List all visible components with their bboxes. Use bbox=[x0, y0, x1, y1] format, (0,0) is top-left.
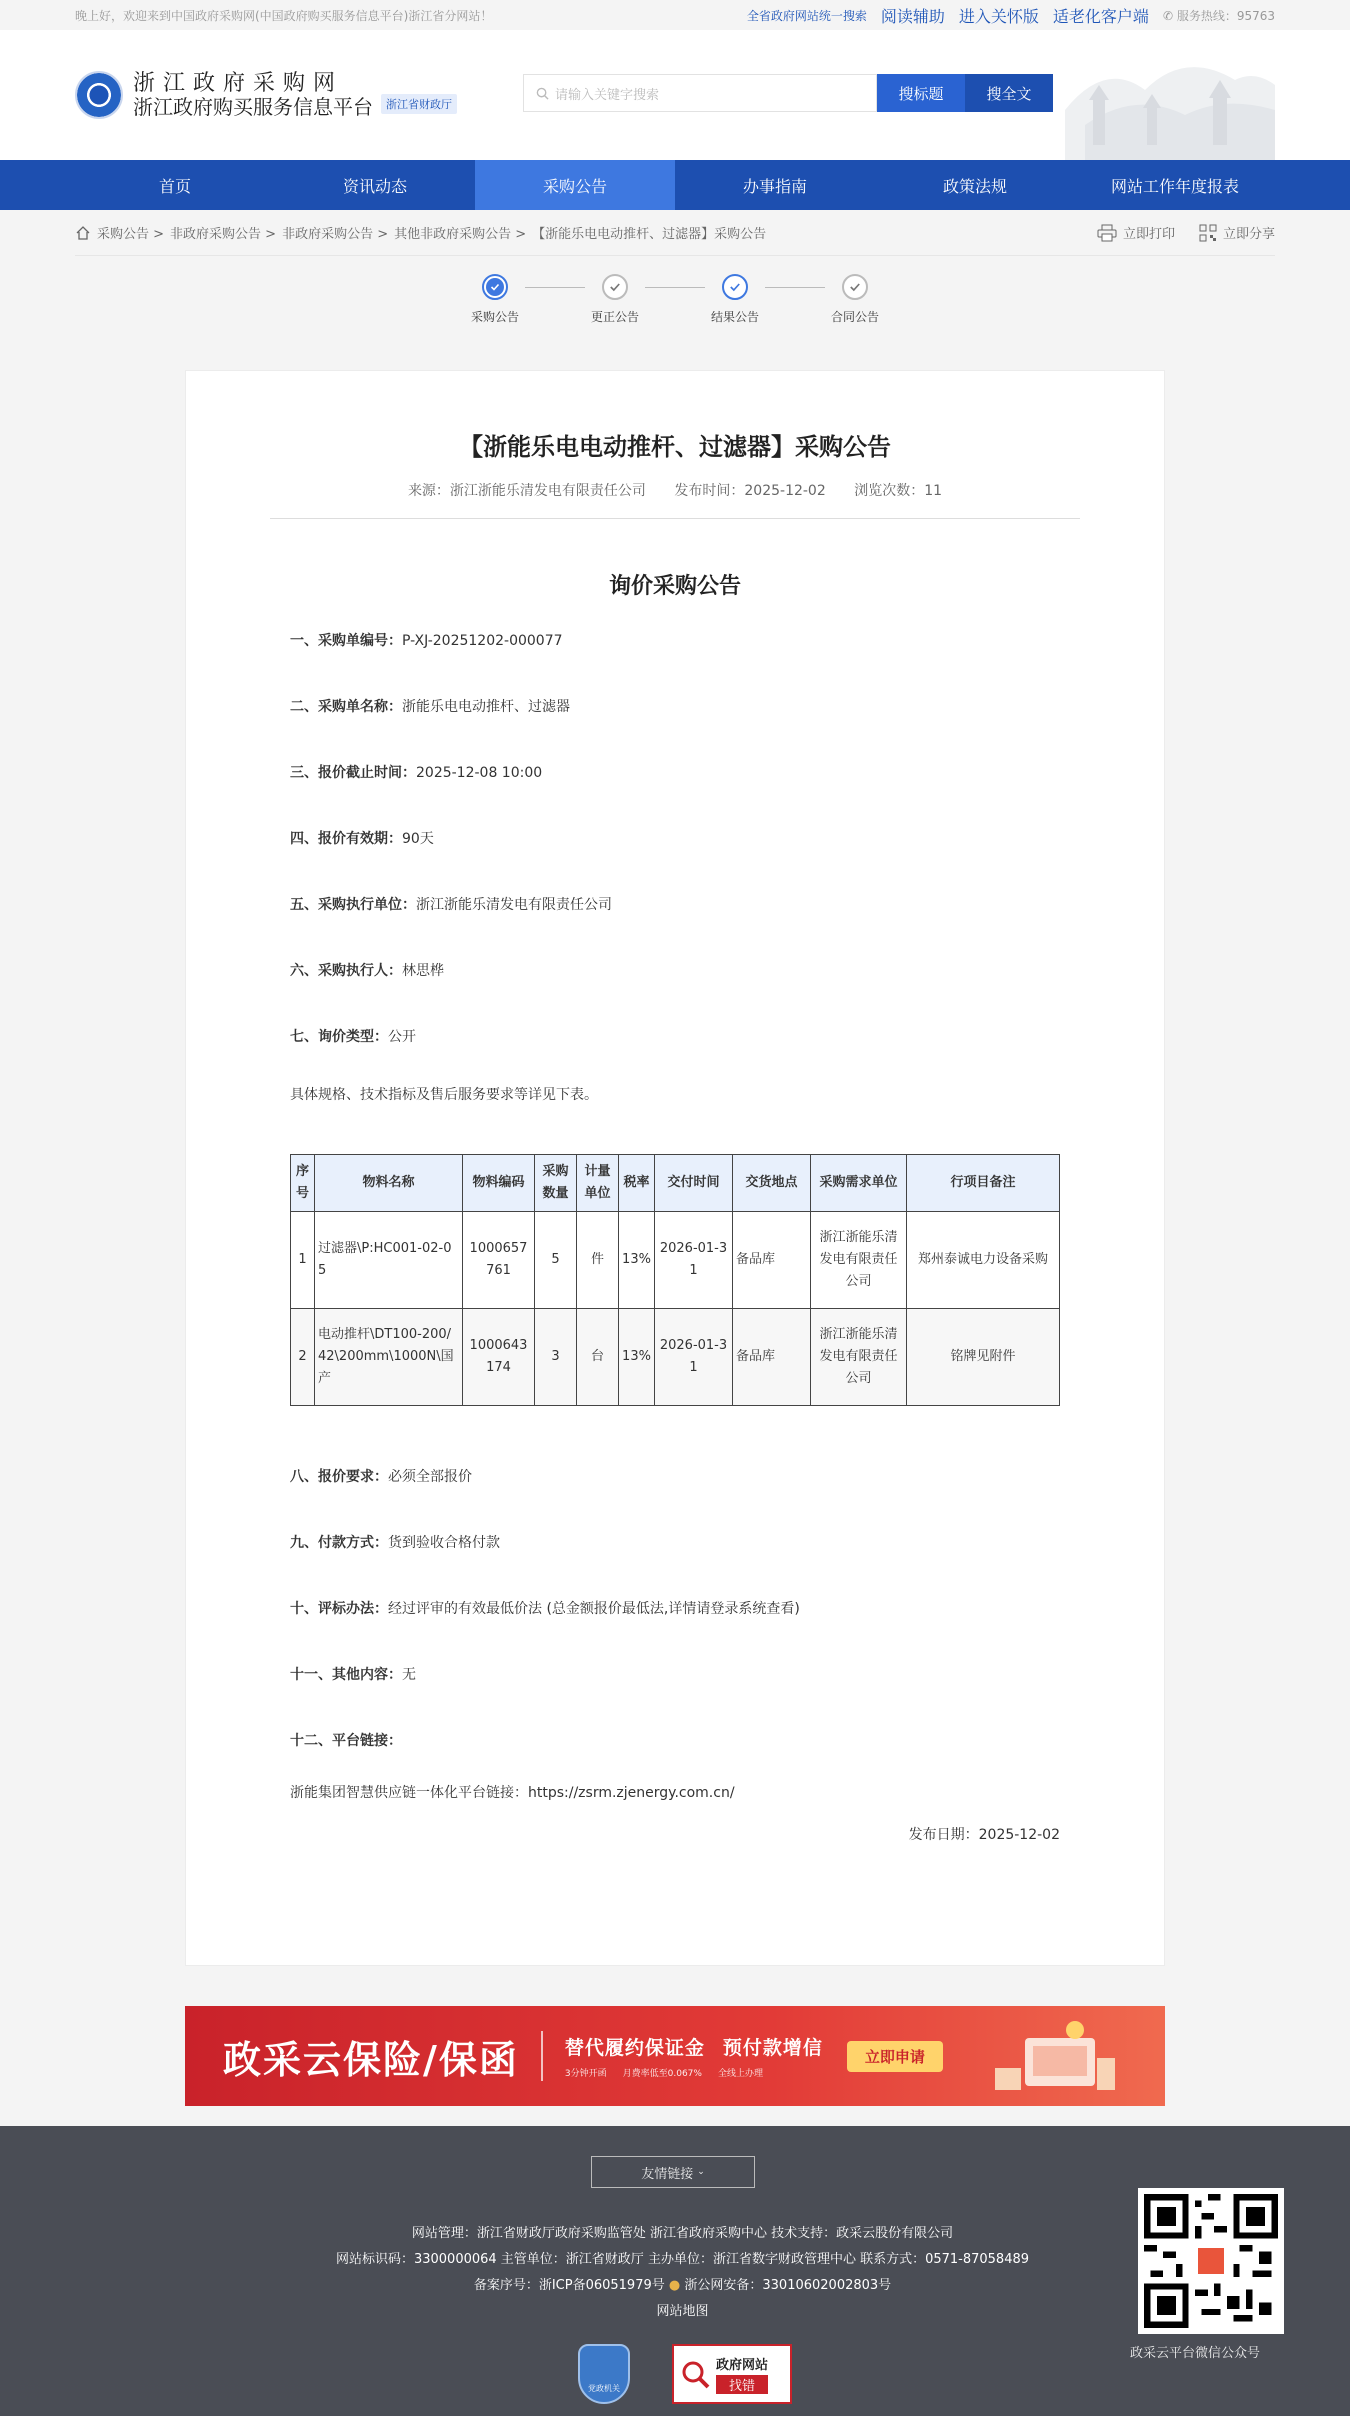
step-check-icon bbox=[722, 274, 748, 300]
article-title: 【浙能乐电电动推杆、过滤器】采购公告 bbox=[459, 433, 891, 461]
table-cell: 5 bbox=[535, 1212, 577, 1309]
breadcrumb bbox=[75, 223, 766, 242]
table-row bbox=[291, 1309, 1060, 1406]
nav-guide[interactable]: 办事指南 bbox=[742, 176, 807, 196]
top-bar bbox=[0, 0, 1350, 30]
report-error-badge[interactable] bbox=[672, 2344, 792, 2404]
insurance-banner[interactable] bbox=[185, 2006, 1165, 2106]
step-connector bbox=[765, 287, 825, 288]
step-label: 结果公告 bbox=[710, 310, 759, 324]
section-value: 林思桦 bbox=[402, 963, 444, 979]
phone-icon: ✆ bbox=[1162, 8, 1177, 23]
col-header: 采购需求单位 bbox=[811, 1155, 907, 1212]
logo-line1: 浙江政府采购网 bbox=[133, 70, 344, 96]
section-key: 四、报价有效期： bbox=[290, 831, 402, 847]
step-purchase[interactable] bbox=[465, 274, 525, 325]
col-header: 税率 bbox=[619, 1155, 655, 1212]
table-cell: 2026-01-31 bbox=[655, 1212, 733, 1309]
care-mode-link[interactable]: 进入关怀版 bbox=[958, 6, 1039, 26]
nav-home[interactable]: 首页 bbox=[158, 176, 191, 196]
step-result[interactable] bbox=[705, 274, 765, 325]
article-content bbox=[270, 569, 1080, 1844]
share-button[interactable] bbox=[1199, 223, 1275, 242]
crumb-current: 【浙能乐电电动推杆、过滤器】采购公告 bbox=[532, 227, 767, 242]
col-header: 交付时间 bbox=[655, 1155, 733, 1212]
step-label: 更正公告 bbox=[590, 310, 639, 324]
search-title-button[interactable]: 搜标题 bbox=[877, 74, 965, 112]
platform-link[interactable]: 浙能集团智慧供应链一体化平台链接：https://zsrm.zjenergy.com.cn/ bbox=[290, 1785, 735, 1801]
article-views: 浏览次数：11 bbox=[854, 483, 943, 499]
section-item bbox=[290, 1026, 1060, 1048]
section-key: 十一、其他内容： bbox=[290, 1667, 402, 1683]
qrcode-icon bbox=[1199, 224, 1217, 242]
table-cell: 过滤器\P:HC001-02-05 bbox=[315, 1212, 463, 1309]
apply-now-button[interactable]: 立即申请 bbox=[847, 2041, 943, 2072]
table-cell: 郑州泰诚电力设备采购 bbox=[907, 1212, 1060, 1309]
footer bbox=[0, 2126, 1350, 2416]
print-label: 立即打印 bbox=[1122, 227, 1175, 242]
breadcrumb-bar bbox=[0, 210, 1350, 256]
section-value: 公开 bbox=[388, 1029, 416, 1045]
police-record-link[interactable]: 浙公网安备：33010602002803号 bbox=[684, 2278, 892, 2293]
section-item bbox=[290, 630, 1060, 652]
site-logo-icon[interactable] bbox=[75, 71, 123, 119]
col-header: 计量单位 bbox=[577, 1155, 619, 1212]
col-header: 交货地点 bbox=[733, 1155, 811, 1212]
table-row bbox=[291, 1212, 1060, 1309]
step-check-icon bbox=[602, 274, 628, 300]
footer-badges bbox=[578, 2344, 792, 2404]
search-icon bbox=[536, 87, 549, 100]
banner-slogan2: 预付款增信 bbox=[722, 2037, 823, 2059]
header-decoration bbox=[1065, 30, 1275, 160]
article-card bbox=[185, 370, 1165, 1966]
article-meta bbox=[270, 480, 1080, 519]
footer-line2: 网站标识码：3300000064 主管单位：浙江省财政厅 主办单位：浙江省数字财政管理中心 联系方式：0571-87058489 bbox=[335, 2252, 1030, 2267]
section-key: 三、报价截止时间： bbox=[290, 765, 416, 781]
step-correction[interactable] bbox=[585, 274, 645, 325]
table-cell: 2 bbox=[291, 1309, 315, 1406]
hotline-text: 服务热线：95763 bbox=[1176, 8, 1275, 23]
section-key: 八、报价要求： bbox=[290, 1469, 388, 1485]
section-value: 必须全部报价 bbox=[388, 1469, 472, 1485]
table-cell: 铭牌见附件 bbox=[907, 1309, 1060, 1406]
share-label: 立即分享 bbox=[1222, 227, 1275, 242]
chevron-down-icon: ⌄ bbox=[697, 2167, 705, 2177]
section-item bbox=[290, 1664, 1060, 1686]
elder-client-link[interactable]: 适老化客户端 bbox=[1052, 6, 1149, 26]
section-item bbox=[290, 1598, 1060, 1620]
crumb-4[interactable]: 其他非政府采购公告 > bbox=[394, 227, 527, 242]
header bbox=[0, 30, 1350, 160]
magnifier-icon bbox=[680, 2359, 710, 2389]
section-value: 浙能乐电电动推杆、过滤器 bbox=[402, 699, 570, 715]
step-check-icon bbox=[842, 274, 868, 300]
section-key: 五、采购执行单位： bbox=[290, 897, 416, 913]
section-value: 浙江浙能乐清发电有限责任公司 bbox=[416, 897, 612, 913]
section-item bbox=[290, 762, 1060, 784]
table-cell: 1 bbox=[291, 1212, 315, 1309]
logo-line2: 浙江政府购买服务信息平台 bbox=[133, 95, 373, 120]
section-value: 90天 bbox=[402, 831, 434, 847]
announcement-progress bbox=[0, 256, 1350, 370]
printer-icon bbox=[1097, 224, 1117, 242]
banner-illustration bbox=[975, 2018, 1125, 2098]
step-contract[interactable] bbox=[825, 274, 885, 325]
table-cell: 1000657761 bbox=[463, 1212, 535, 1309]
friend-links-dropdown[interactable] bbox=[591, 2156, 755, 2188]
banner-feature: 3分钟开函 bbox=[564, 2069, 607, 2079]
print-button[interactable] bbox=[1097, 223, 1175, 242]
section-item bbox=[290, 960, 1060, 982]
step-connector bbox=[525, 287, 585, 288]
section-item bbox=[290, 1532, 1060, 1554]
col-header: 采购数量 bbox=[535, 1155, 577, 1212]
welcome-text: 晚上好，欢迎来到中国政府采购网(中国政府购买服务信息平台)浙江省分网站！ bbox=[75, 8, 493, 23]
section-value: 货到验收合格付款 bbox=[388, 1535, 500, 1551]
table-cell: 备品库 bbox=[733, 1309, 811, 1406]
police-badge-icon: ● bbox=[668, 2278, 681, 2293]
table-cell: 1000643174 bbox=[463, 1309, 535, 1406]
nav-news[interactable]: 资讯动态 bbox=[342, 176, 407, 196]
banner-feature: 全线上办理 bbox=[717, 2069, 763, 2079]
wechat-qrcode bbox=[1138, 2188, 1284, 2334]
section-item bbox=[290, 894, 1060, 916]
table-cell: 2026-01-31 bbox=[655, 1309, 733, 1406]
logo-tag: 浙江省财政厅 bbox=[381, 94, 457, 114]
table-header-row bbox=[291, 1155, 1060, 1212]
section-key: 九、付款方式： bbox=[290, 1535, 388, 1551]
nav-annual-report[interactable]: 网站工作年度报表 bbox=[1110, 176, 1239, 196]
banner-divider bbox=[541, 2031, 543, 2081]
article-subtitle: 询价采购公告 bbox=[608, 574, 741, 599]
section-key: 七、询价类型： bbox=[290, 1029, 388, 1045]
section-key: 二、采购单名称： bbox=[290, 699, 402, 715]
table-cell: 3 bbox=[535, 1309, 577, 1406]
section-value: 经过评审的有效最低价法 (总金额报价最低法,详情请登录系统查看) bbox=[388, 1601, 800, 1617]
search-input[interactable] bbox=[523, 74, 877, 112]
table-cell: 浙江浙能乐清发电有限责任公司 bbox=[811, 1309, 907, 1406]
gov-org-badge-label: 党政机关 bbox=[588, 2384, 620, 2393]
section-value: 无 bbox=[402, 1667, 416, 1683]
sitemap-link[interactable]: 网站地图 bbox=[656, 2304, 709, 2319]
table-cell: 电动推杆\DT100-200/42\200mm\1000N\国产 bbox=[315, 1309, 463, 1406]
article-source: 来源：浙江浙能乐清发电有限责任公司 bbox=[407, 483, 646, 499]
table-cell: 备品库 bbox=[733, 1212, 811, 1309]
nav-announcements[interactable]: 采购公告 bbox=[475, 160, 675, 210]
spec-note: 具体规格、技术指标及售后服务要求等详见下表。 bbox=[290, 1087, 598, 1103]
section-item bbox=[290, 828, 1060, 850]
section-item bbox=[290, 696, 1060, 718]
read-assist-link[interactable]: 阅读辅助 bbox=[880, 6, 945, 26]
footer-line1: 网站管理：浙江省财政厅政府采购监管处 浙江省政府采购中心 技术支持：政采云股份有限公司 bbox=[411, 2226, 954, 2241]
col-header: 序号 bbox=[291, 1155, 315, 1212]
col-header: 物料名称 bbox=[315, 1155, 463, 1212]
col-header: 物料编码 bbox=[463, 1155, 535, 1212]
table-cell: 件 bbox=[577, 1212, 619, 1309]
banner-title: 政采云保险/保函 bbox=[223, 2037, 519, 2082]
main-nav bbox=[0, 160, 1350, 210]
search-all-link[interactable]: 全省政府网站统一搜索 bbox=[746, 8, 867, 23]
crumb-3[interactable]: 非政府采购公告 > bbox=[282, 227, 389, 242]
publish-date: 发布日期：2025-12-02 bbox=[908, 1827, 1060, 1843]
home-icon[interactable] bbox=[75, 225, 91, 241]
article-date: 发布时间：2025-12-02 bbox=[674, 483, 826, 499]
section-item bbox=[290, 1730, 1060, 1752]
col-header: 行项目备注 bbox=[907, 1155, 1060, 1212]
table-cell: 台 bbox=[577, 1309, 619, 1406]
section-key: 十二、平台链接： bbox=[290, 1733, 402, 1749]
search-placeholder: 请输入关键字搜索 bbox=[555, 87, 660, 103]
step-check-icon bbox=[482, 274, 508, 300]
table-cell: 13% bbox=[619, 1212, 655, 1309]
step-label: 合同公告 bbox=[830, 310, 879, 324]
section-key: 一、采购单编号： bbox=[290, 633, 402, 649]
nav-policy[interactable]: 政策法规 bbox=[942, 176, 1007, 196]
hotline bbox=[1163, 7, 1275, 24]
qrcode-caption: 政采云平台微信公众号 bbox=[1130, 2346, 1261, 2361]
gov-org-badge-icon[interactable] bbox=[578, 2344, 630, 2404]
step-connector bbox=[645, 287, 705, 288]
step-label: 采购公告 bbox=[470, 310, 519, 324]
search-fulltext-button[interactable]: 搜全文 bbox=[965, 74, 1053, 112]
search-bar bbox=[523, 74, 1053, 112]
section-value: P-XJ-20251202-000077 bbox=[402, 633, 563, 649]
table-cell: 13% bbox=[619, 1309, 655, 1406]
friend-links-label: 友情链接 bbox=[641, 2166, 694, 2182]
materials-table bbox=[290, 1154, 1060, 1406]
badge-top-label: 政府网站 bbox=[716, 2358, 769, 2373]
icp-link[interactable]: 备案序号：浙ICP备06051979号 bbox=[473, 2278, 665, 2293]
banner-slogan1: 替代履约保证金 bbox=[564, 2037, 705, 2059]
section-key: 十、评标办法： bbox=[290, 1601, 388, 1617]
section-value: 2025-12-08 10:00 bbox=[416, 765, 543, 781]
section-key: 六、采购执行人： bbox=[290, 963, 402, 979]
crumb-2[interactable]: 非政府采购公告 > bbox=[170, 227, 277, 242]
site-logo-text[interactable] bbox=[133, 71, 373, 119]
crumb-1[interactable]: 采购公告 > bbox=[97, 227, 165, 242]
banner-feature: 月费率低至0.067% bbox=[622, 2069, 702, 2079]
badge-bottom-label: 找错 bbox=[716, 2375, 768, 2394]
table-cell: 浙江浙能乐清发电有限责任公司 bbox=[811, 1212, 907, 1309]
section-item bbox=[290, 1466, 1060, 1488]
